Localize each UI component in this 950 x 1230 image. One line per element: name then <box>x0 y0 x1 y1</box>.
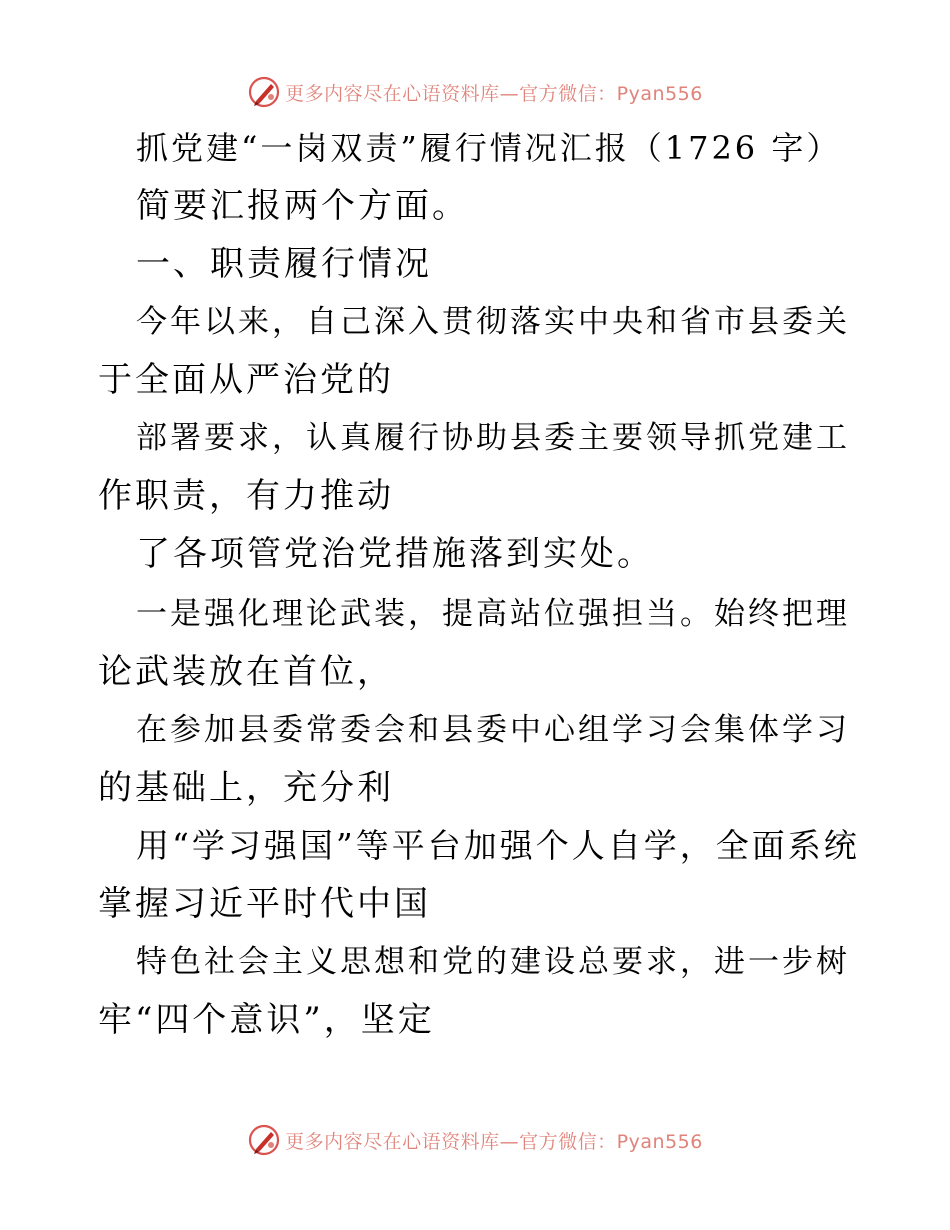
document-line: 部署要求，认真履行协助县委主要领导抓党建工 <box>136 420 850 456</box>
watermark-text: 更多内容尽在心语资料库—官方微信：Pyan556 <box>285 1130 703 1153</box>
document-line: 特色社会主义思想和党的建设总要求，进一步树 <box>136 944 850 980</box>
document-line: 在参加县委常委会和县委中心组学习会集体学习 <box>136 712 850 748</box>
watermark-text: 更多内容尽在心语资料库—官方微信：Pyan556 <box>285 82 703 105</box>
document-line: 简要汇报两个方面。 <box>136 186 469 226</box>
section-heading: 一、职责履行情况 <box>136 244 432 284</box>
document-line: 论武装放在首位， <box>98 652 394 692</box>
document-line: 牢“四个意识”，坚定 <box>98 1000 435 1040</box>
watermark-footer <box>0 1120 950 1160</box>
watermark-header <box>0 72 950 112</box>
document-line: 了各项管党治党措施落到实处。 <box>136 534 654 574</box>
document-line: 今年以来，自己深入贯彻落实中央和省市县委关 <box>136 304 850 340</box>
document-title: 抓党建“一岗双责”履行情况汇报（1726 字） <box>136 129 842 167</box>
document-line: 掌握习近平时代中国 <box>98 884 431 924</box>
document-line: 作职责，有力推动 <box>98 476 394 516</box>
document-line: 一是强化理论武装，提高站位强担当。始终把理 <box>136 596 850 632</box>
document-line: 用“学习强国”等平台加强个人自学，全面系统 <box>136 826 860 865</box>
document-line: 于全面从严治党的 <box>98 360 394 400</box>
pen-logo-icon <box>247 1123 281 1157</box>
pen-logo-icon <box>247 75 281 109</box>
document-line: 的基础上，充分利 <box>98 768 394 808</box>
